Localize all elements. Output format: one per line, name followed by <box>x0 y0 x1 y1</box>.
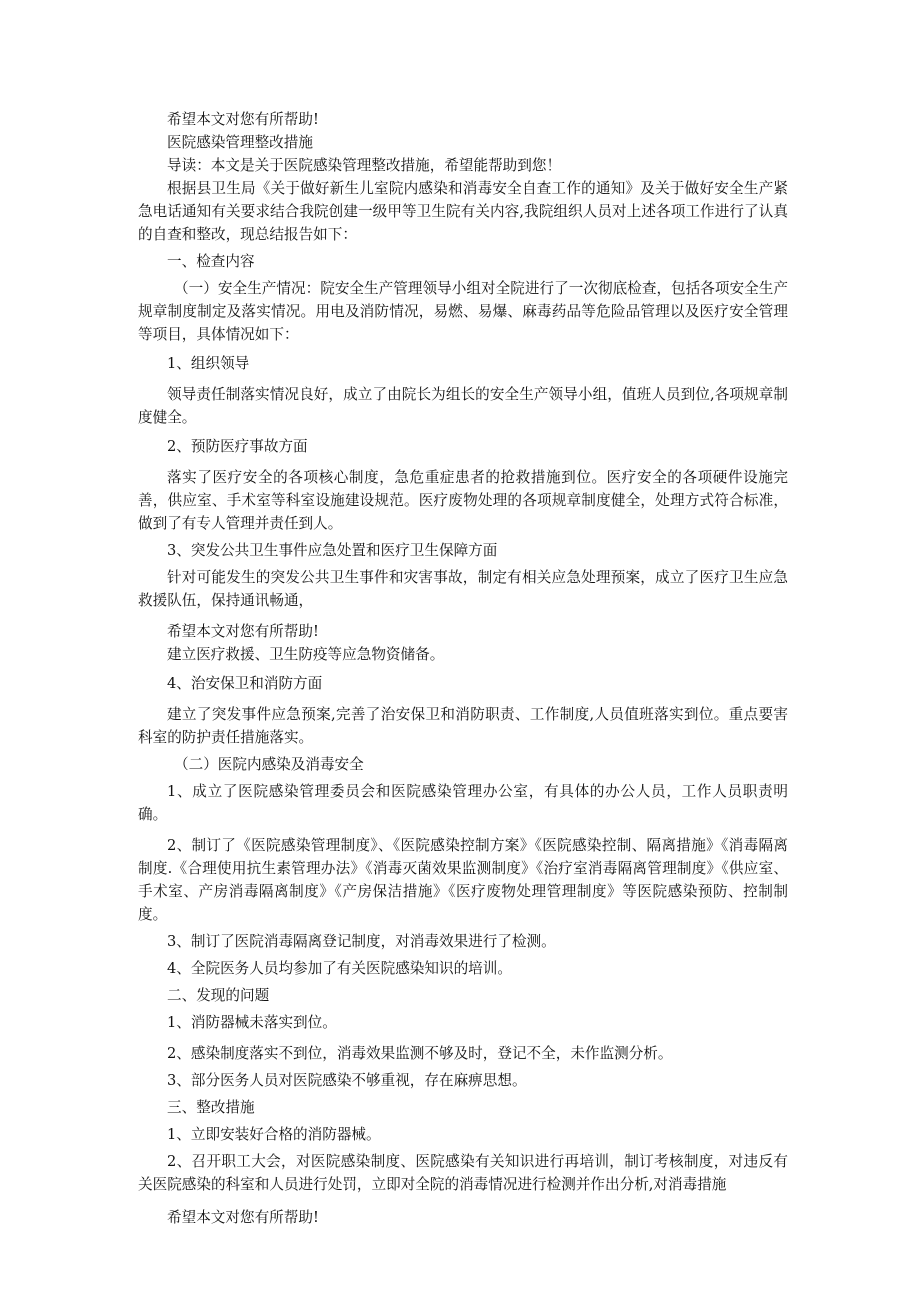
item-heading: 2、预防医疗事故方面 <box>167 438 308 455</box>
item-heading: 3、突发公共卫生事件应急处置和医疗卫生保障方面 <box>167 542 498 559</box>
body-paragraph: 针对可能发生的突发公共卫生事件和灾害事故，制定有相关应急处理预案，成立了医疗卫生应急救援队伍，保持通讯畅通， <box>138 569 788 609</box>
subsection-heading: （二）医院内感染及消毒安全 <box>174 756 364 773</box>
list-item: 3、部分医务人员对医院感染不够重视，存在麻痹思想。 <box>167 1072 527 1089</box>
list-item: 1、立即安装好合格的消防器械。 <box>167 1126 381 1143</box>
footer-note: 希望本文对您有所帮助! <box>167 1209 319 1226</box>
list-item: 1、成立了医院感染管理委员会和医院感染管理办公室，有具体的办公人员，工作人员职责明确。 <box>138 783 788 823</box>
section-heading: 一、检查内容 <box>167 253 255 270</box>
body-paragraph: 落实了医疗安全的各项核心制度，急危重症患者的抢救措施到位。医疗安全的各项硬件设施完善，供应室、手术室等科室设施建设规范。医疗废物处理的各项规章制度健全，处理方式符合标准，做到了有专人管理并责任到人。 <box>138 469 788 532</box>
body-paragraph: 建立了突发事件应急预案,完善了治安保卫和消防职责、工作制度,人员值班落实到位。重点要害科室的防护责任措施落实。 <box>138 706 788 746</box>
list-item: 2、制订了《医院感染管理制度》、《医院感染控制方案》《医院感染控制、隔离措施》《消毒隔离制度.《合理使用抗生素管理办法》《消毒灭菌效果监测制度》《治疗室消毒隔离管理制度》《供应室、手术室、产房消毒隔离制度》《产房保洁措施》《医疗废物处理管理制度》等医院感染预防、控制制度。 <box>138 837 788 923</box>
list-item: 1、消防器械未落实到位。 <box>167 1014 337 1031</box>
item-heading: 1、组织领导 <box>167 355 250 372</box>
document-body <box>138 108 788 1229</box>
intro-line: 导读：本文是关于医院感染管理整改措施，希望能帮助到您！ <box>167 157 562 174</box>
subsection-paragraph: （一）安全生产情况：院安全生产管理领导小组对全院进行了一次彻底检查，包括各项安全生产规章制度制定及落实情况。用电及消防情况，易燃、易爆、麻毒药品等危险品管理以及医疗安全管理等项目，具体情况如下： <box>138 280 788 343</box>
help-note: 希望本文对您有所帮助! <box>167 623 319 640</box>
body-paragraph: 建立医疗救援、卫生防疫等应急物资储备。 <box>167 646 445 663</box>
section-heading: 三、整改措施 <box>167 1099 255 1116</box>
header-note: 希望本文对您有所帮助! <box>167 111 319 128</box>
body-paragraph: 根据县卫生局《关于做好新生儿室院内感染和消毒安全自查工作的通知》及关于做好安全生产紧急电话通知有关要求结合我院创建一级甲等卫生院有关内容,我院组织人员对上述各项工作进行了认真的自查和整改，现总结报告如下： <box>138 180 788 243</box>
section-heading: 二、发现的问题 <box>167 987 270 1004</box>
document-title: 医院感染管理整改措施 <box>167 134 313 151</box>
list-item: 3、制订了医院消毒隔离登记制度，对消毒效果进行了检测。 <box>167 933 556 950</box>
item-heading: 4、治安保卫和消防方面 <box>167 675 323 692</box>
body-paragraph: 领导责任制落实情况良好，成立了由院长为组长的安全生产领导小组，值班人员到位,各项规章制度健全。 <box>138 386 788 426</box>
list-item: 4、全院医务人员均参加了有关医院感染知识的培训。 <box>167 960 512 977</box>
list-item: 2、召开职工大会，对医院感染制度、医院感染有关知识进行再培训，制订考核制度，对违反有关医院感染的科室和人员进行处罚，立即对全院的消毒情况进行检测并作出分析,对消毒措施 <box>138 1153 788 1193</box>
list-item: 2、感染制度落实不到位，消毒效果监测不够及时，登记不全，未作监测分析。 <box>167 1045 673 1062</box>
